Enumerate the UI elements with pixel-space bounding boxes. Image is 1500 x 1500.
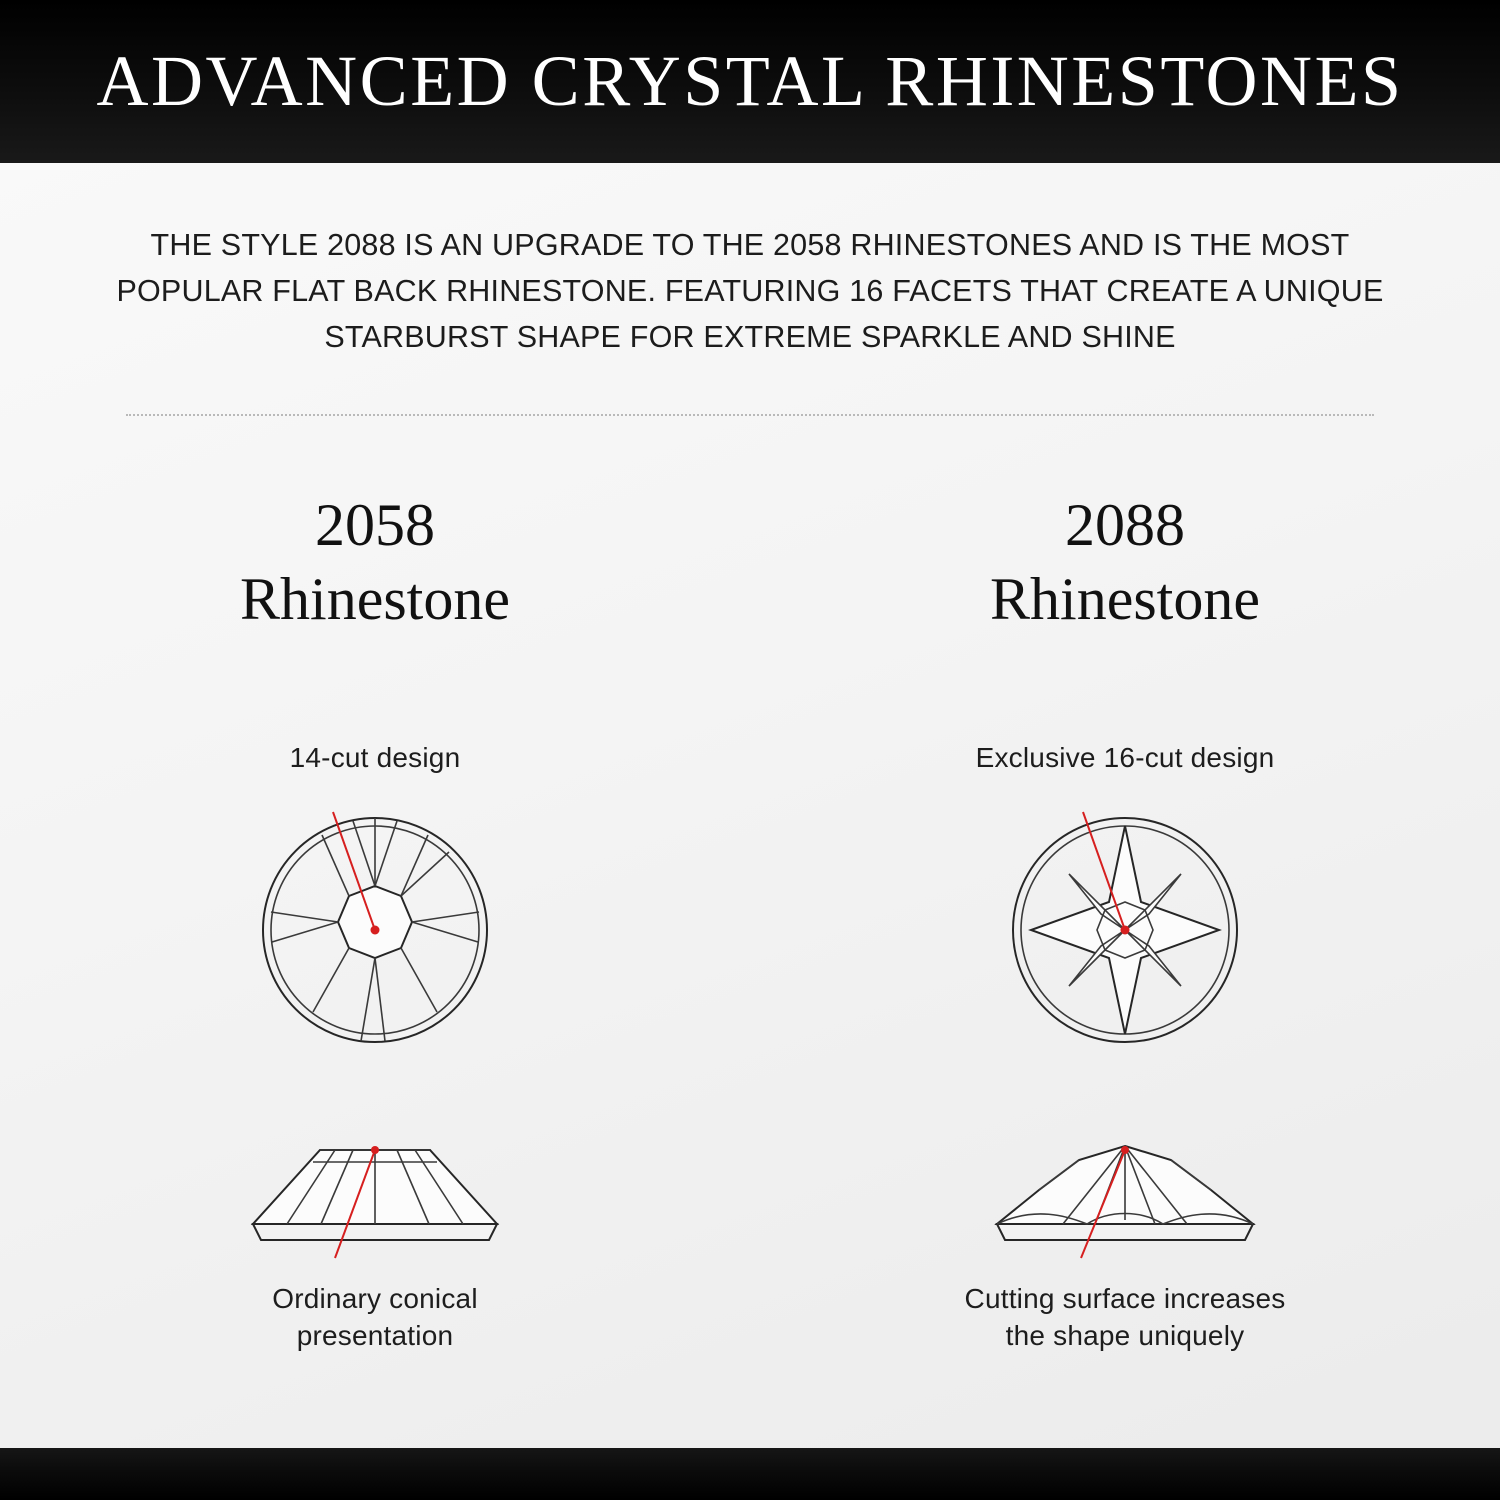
- label-16-cut-design: Exclusive 16-cut design: [975, 742, 1275, 773]
- column-title-2058-number: 2058: [315, 492, 435, 558]
- column-2088: [750, 470, 1500, 1410]
- label-cutting-surface-line1: Cutting surface increases: [964, 1283, 1286, 1314]
- comparison-columns: [0, 470, 1500, 1410]
- diagram-2058-side-view: [0, 1120, 750, 1260]
- section-divider: [126, 414, 1374, 418]
- label-cutting-surface-increases: [750, 1280, 1500, 1354]
- column-title-2088: [750, 488, 1500, 636]
- diagram-2088-side-view: [750, 1120, 1500, 1260]
- label-ordinary-conical-line2: presentation: [296, 1320, 454, 1351]
- label-ordinary-conical-presentation: [0, 1280, 750, 1354]
- diagram-2058-top-view: [0, 790, 750, 1050]
- column-title-2088-word: Rhinestone: [990, 566, 1260, 632]
- label-ordinary-conical-line1: Ordinary conical: [272, 1283, 478, 1314]
- column-2058: [0, 470, 750, 1410]
- column-title-2088-number: 2088: [1065, 492, 1185, 558]
- column-title-2058-word: Rhinestone: [240, 566, 510, 632]
- header-banner: [0, 0, 1500, 163]
- footer-bar: [0, 1448, 1500, 1500]
- label-14-cut-design: 14-cut design: [289, 742, 461, 773]
- diagram-2088-top-view: [750, 790, 1500, 1050]
- column-title-2058: [0, 488, 750, 636]
- page-title: ADVANCED CRYSTAL RHINESTONES: [96, 41, 1404, 121]
- intro-paragraph: THE STYLE 2088 IS AN UPGRADE TO THE 2058 RHINESTONES AND IS THE MOST POPULAR FLAT BACK RHINESTONE. FEATURING 16 FACETS THAT CREATE A UNIQUE STARBURST SHAPE FOR EXTREME SPARKLE AND SHINE: [116, 228, 1384, 354]
- label-cutting-surface-line2: the shape uniquely: [1005, 1320, 1245, 1351]
